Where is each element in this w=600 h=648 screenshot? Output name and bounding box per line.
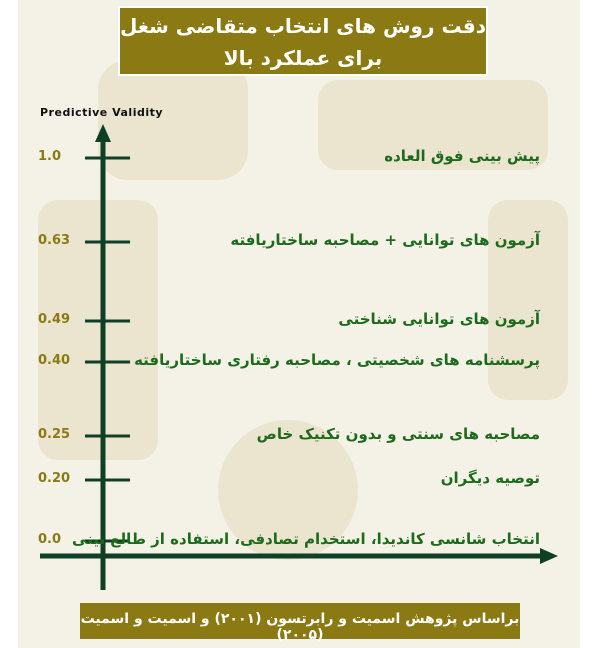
method-label: آزمون های توانایی + مصاحبه ساختاریافته [230, 231, 540, 249]
y-tick-label: 0.49 [38, 312, 71, 327]
footer-box [80, 603, 520, 643]
y-tick-label: 0.63 [38, 233, 71, 248]
method-label: پرسشنامه های شخصیتی ، مصاحبه رفتاری ساختاریافته [134, 351, 540, 369]
y-tick-label: 0.0 [38, 532, 62, 547]
method-label: مصاحبه های سنتی و بدون تکنیک خاص [256, 425, 540, 443]
method-label: توصیه دیگران [440, 469, 540, 487]
title-line-1: دقت روش های انتخاب متقاضی شغل [120, 14, 486, 38]
y-tick-label: 0.20 [38, 471, 71, 486]
y-axis-arrowhead [95, 124, 111, 142]
footer-text: براساس پژوهش اسمیت و رابرتسون (۲۰۰۱) و اسمیت و اسمیت (۲۰۰۵) [80, 611, 520, 643]
title-line-2: برای عملکرد بالا [223, 46, 383, 70]
y-tick-label: 0.25 [38, 427, 71, 442]
y-axis-label: Predictive Validity [40, 106, 164, 119]
method-label: آزمون های توانایی شناختی [338, 310, 540, 328]
method-label: انتخاب شانسی کاندیدا، استخدام تصادفی، استفاده از طالع بینی [72, 530, 540, 548]
y-tick-label: 0.40 [38, 353, 71, 368]
y-tick-label: 1.0 [38, 149, 62, 164]
method-label: پیش بینی فوق العاده [384, 147, 540, 165]
x-axis-arrowhead [540, 548, 558, 564]
